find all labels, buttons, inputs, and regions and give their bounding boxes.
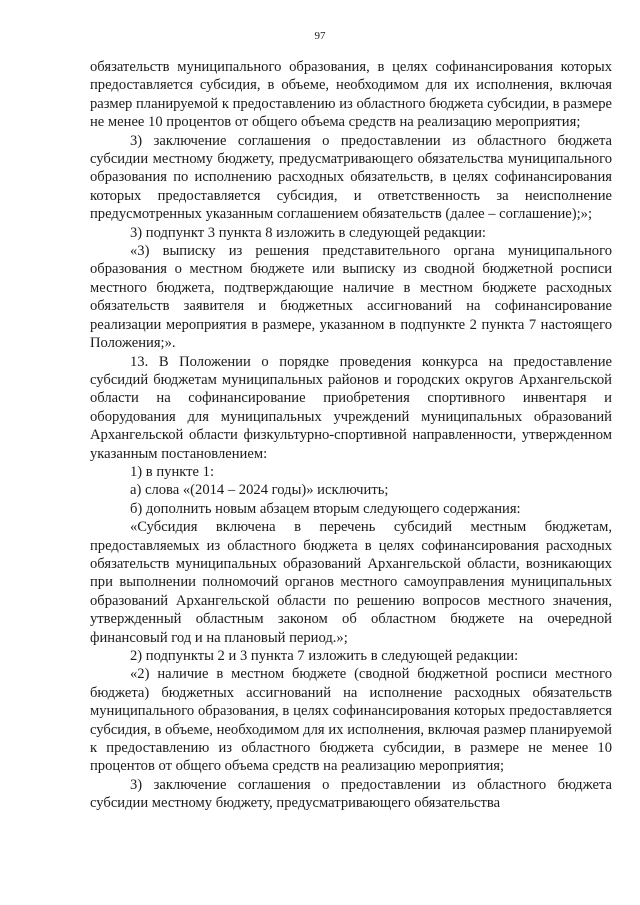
paragraph: «3) выписку из решения представительного органа муниципального образования о местном бюджете или выписку из сводной бюджетной росписи местного бюджета, подтверждающие наличие в местном бюджете расходных обязательств заявителя и бюджетных ассигнований на софинансирование реализации мероприятия в размере, указанном в подпункте 2 пункта 7 настоящего Положения;». (90, 243, 612, 352)
paragraph: 3) заключение соглашения о предоставлении из областного бюджета субсидии местному бюджету, предусматривающего обязательства муниципального образования по исполнению расходных обязательств, в целях софинансирования которых предоставляется субсидия, и ответственность за неисполнение предусмотренных указанным соглашением обязательств (далее – соглашение);»; (90, 132, 612, 223)
paragraph: 3) подпункт 3 пункта 8 изложить в следующей редакции: (130, 224, 486, 241)
document-body (90, 58, 612, 813)
paragraph: а) слова «(2014 – 2024 годы)» исключить; (130, 482, 389, 499)
paragraph: 13. В Положении о порядке проведения конкурса на предоставление субсидий бюджетам муниципальных районов и городских округов Архангельской области на софинансирование приобретения спортивного инвентаря и оборудования для муниципальных учреждений муниципальных образований Архангельской области физкультурно-спортивной направленности, утвержденном указанным постановлением: (90, 353, 612, 462)
page-number: 97 (314, 30, 326, 42)
paragraph: б) дополнить новым абзацем вторым следующего содержания: (130, 500, 521, 517)
paragraph: 1) в пункте 1: (130, 463, 215, 480)
paragraph: 2) подпункты 2 и 3 пункта 7 изложить в следующей редакции: (130, 648, 519, 664)
paragraph: 3) заключение соглашения о предоставлении из областного бюджета субсидии местному бюджету, предусматривающего обязательства (90, 776, 612, 812)
paragraph: «2) наличие в местном бюджете (сводной бюджетной росписи местного бюджета) бюджетных ассигнований на исполнение расходных обязательств муниципального образования, в целях софинансирования которых предоставляется субсидия, в объеме, необходимом для их исполнения, включая размер планируемой к предоставлению из областного бюджета субсидии, в размере не менее 10 процентов от общего объема средств на реализацию мероприятия; (90, 666, 612, 775)
paragraph: обязательств муниципального образования, в целях софинансирования которых предоставляется субсидия, в объеме, необходимом для их исполнения, включая размер планируемой к предоставлению из областного бюджета субсидии, в размере не менее 10 процентов от общего объема средств на реализацию мероприятия; (90, 59, 612, 131)
paragraph: «Субсидия включена в перечень субсидий местным бюджетам, предоставляемых из областного бюджета в целях софинансирования расходных обязательств муниципальных образований Архангельской области, возникающих при выполнении полномочий органов местного самоуправления муниципальных образований Архангельской области по решению вопросов местного значения, утвержденный областным законом об областном бюджете на очередной финансовый год и на плановый период.»; (90, 519, 612, 646)
